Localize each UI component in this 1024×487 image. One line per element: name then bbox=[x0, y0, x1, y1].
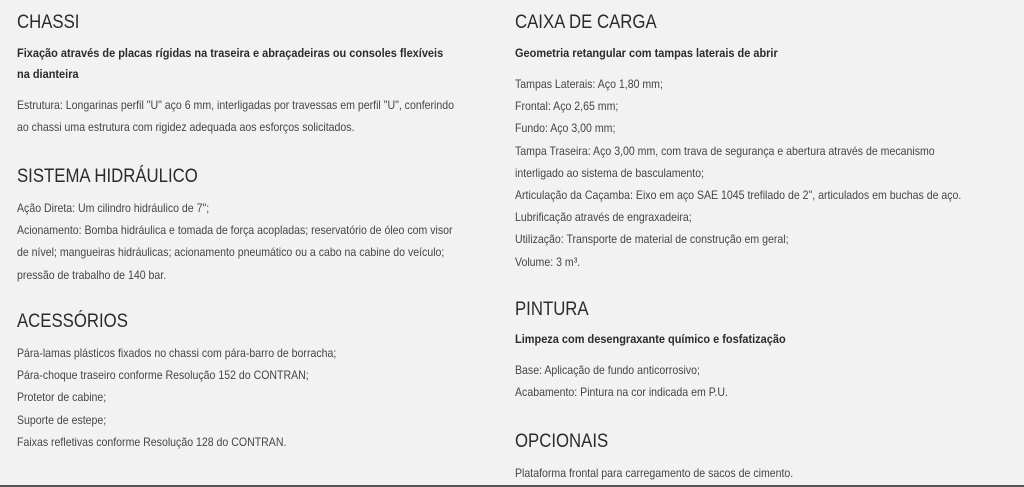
text-line: Faixas refletivas conforme Resolução 128 do CONTRAN. bbox=[17, 434, 287, 449]
section-title-acessorios: ACESSÓRIOS bbox=[17, 310, 128, 332]
text-line: pressão de trabalho de 140 bar. bbox=[17, 267, 167, 282]
section-title-opcionais: OPCIONAIS bbox=[515, 430, 609, 452]
text-line: Pára-lamas plásticos fixados no chassi com pára-barro de borracha; bbox=[17, 346, 337, 360]
text-line: ao chassi uma estrutura com rigidez adequada aos esforços solicitados. bbox=[17, 120, 355, 135]
acessorios-text bbox=[17, 342, 487, 453]
section-title-caixa-de-carga: CAIXA DE CARGA bbox=[515, 11, 657, 33]
text-line: Articulação da Caçamba: Eixo em aço SAE 1045 trefilado de 2", articulados em buchas de aço. bbox=[515, 188, 962, 203]
chassi-subtitle-line-1: Fixação através de placas rígidas na traseira e abraçadeiras ou consoles flexíveis bbox=[17, 46, 444, 60]
pintura-subtitle: Limpeza com desengraxante químico e fosfatização bbox=[515, 332, 786, 346]
text-line: interligado ao sistema de basculamento; bbox=[515, 165, 705, 180]
text-line: Frontal: Aço 2,65 mm; bbox=[515, 99, 619, 114]
section-opcionais bbox=[515, 429, 985, 484]
text-line: Volume: 3 m³. bbox=[515, 254, 581, 269]
caixa-de-carga-text bbox=[515, 73, 985, 273]
section-title-sistema-hidraulico: SISTEMA HIDRÁULICO bbox=[17, 165, 198, 187]
pintura-text bbox=[515, 359, 985, 403]
text-line: Acionamento: Bomba hidráulica e tomada de força acopladas; reservatório de óleo com visor bbox=[17, 223, 453, 238]
section-chassi bbox=[17, 10, 487, 138]
section-acessorios bbox=[17, 309, 487, 453]
text-line: Estrutura: Longarinas perfil "U" aço 6 mm, interligadas por travessas em perfil "U", conferindo bbox=[17, 98, 455, 112]
text-line: Ação Direta: Um cilindro hidráulico de 7"; bbox=[17, 201, 210, 215]
section-title-chassi: CHASSI bbox=[17, 11, 80, 33]
text-line: Acabamento: Pintura na cor indicada em P.U. bbox=[515, 385, 728, 400]
text-line: Lubrificação através de engraxadeira; bbox=[515, 210, 692, 225]
text-line: Tampas Laterais: Aço 1,80 mm; bbox=[515, 77, 663, 91]
caixa-de-carga-subtitle: Geometria retangular com tampas laterais de abrir bbox=[515, 46, 778, 60]
text-line: de nível; mangueiras hidráulicas; acionamento pneumático ou a cabo na cabine do veículo; bbox=[17, 245, 445, 260]
sistema-hidraulico-text bbox=[17, 197, 487, 286]
section-pintura bbox=[515, 297, 985, 403]
text-line: Base: Aplicação de fundo anticorrosivo; bbox=[515, 363, 700, 377]
text-line: Fundo: Aço 3,00 mm; bbox=[515, 121, 616, 136]
chassi-text bbox=[17, 94, 487, 138]
section-caixa-de-carga bbox=[515, 10, 985, 273]
text-line: Utilização: Transporte de material de construção em geral; bbox=[515, 232, 789, 247]
section-sistema-hidraulico bbox=[17, 164, 487, 286]
chassi-subtitle-line-2: na dianteira bbox=[17, 67, 79, 81]
text-line: Protetor de cabine; bbox=[17, 390, 107, 405]
section-title-pintura: PINTURA bbox=[515, 298, 589, 320]
text-line: Pára-choque traseiro conforme Resolução 152 do CONTRAN; bbox=[17, 368, 309, 383]
text-line: Plataforma frontal para carregamento de sacos de cimento. bbox=[515, 466, 794, 480]
text-line: Tampa Traseira: Aço 3,00 mm, com trava de segurança e abertura através de mecanismo bbox=[515, 143, 935, 158]
opcionais-text bbox=[515, 462, 985, 484]
text-line: Suporte de estepe; bbox=[17, 412, 107, 427]
